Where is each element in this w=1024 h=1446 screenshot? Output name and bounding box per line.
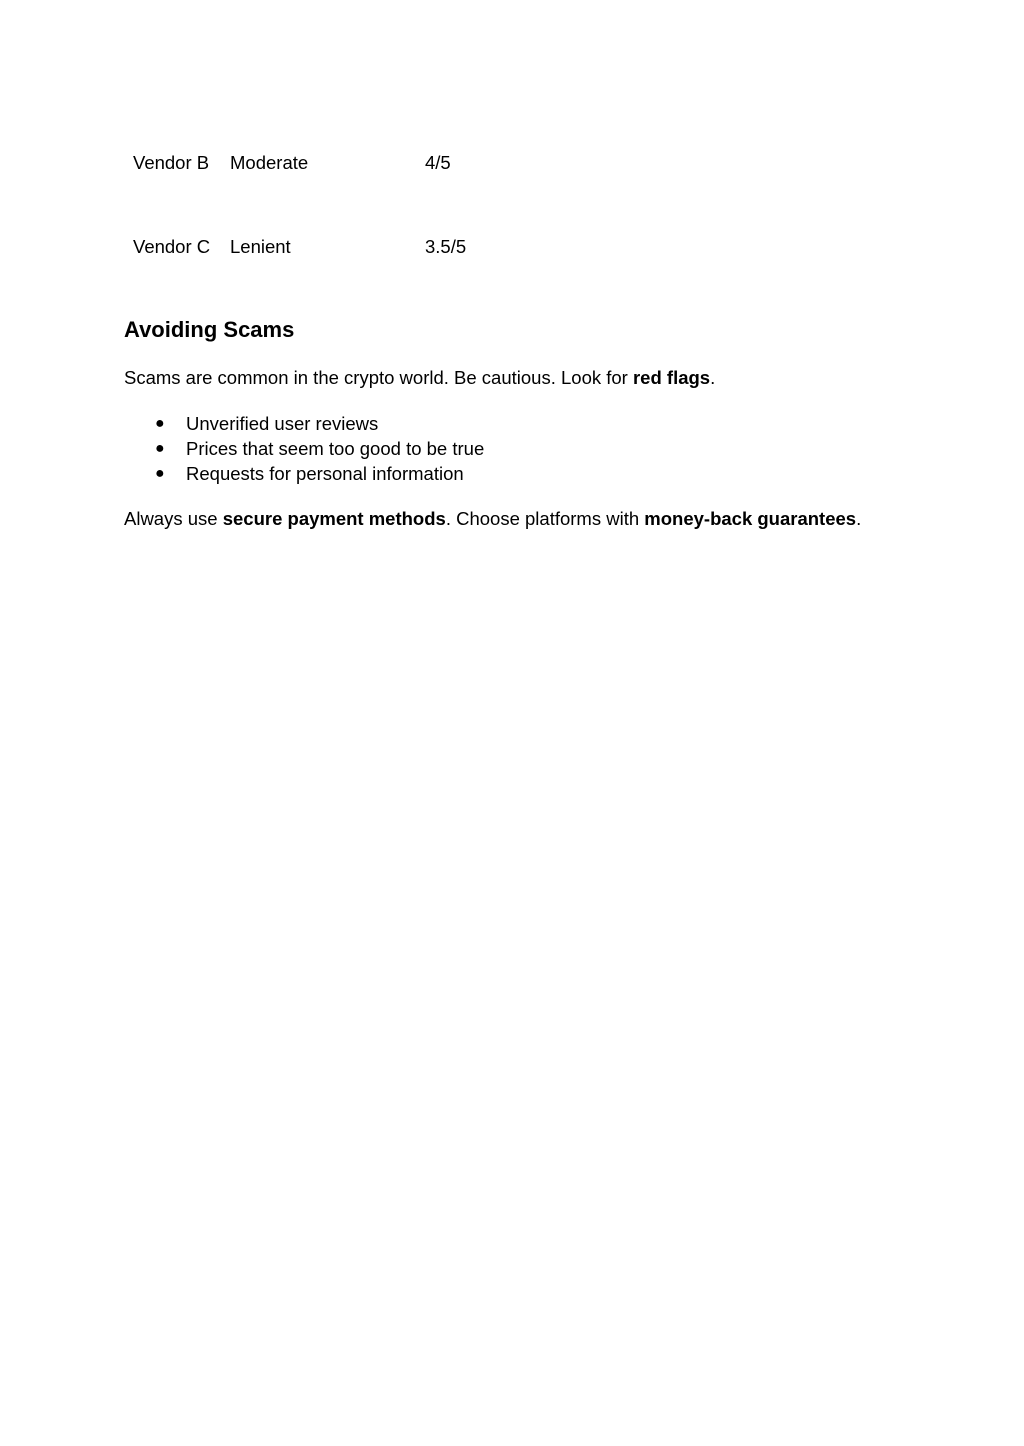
outro-text-2: . Choose platforms with [445,508,645,529]
intro-text: Scams are common in the crypto world. Be cautious. Look for [124,367,633,388]
bullet-icon: ● [155,465,165,482]
intro-end: . [710,367,716,388]
intro-paragraph [124,366,715,390]
list-item [124,436,484,461]
policy-cell: Lenient [230,236,291,257]
list-item [124,461,484,486]
rating-cell: 3.5/5 [425,236,467,257]
rating-cell: 4/5 [425,152,451,173]
vendor-table [124,140,545,308]
bullet-icon: ● [155,415,165,432]
table-row [124,224,545,308]
red-flags-list [124,411,484,486]
table-row [124,140,545,224]
policy-cell: Moderate [230,152,309,173]
vendor-name-cell: Vendor B [133,152,210,173]
outro-text-1: Always use [124,508,223,529]
vendor-name-cell: Vendor C [133,236,211,257]
list-item-text: Prices that seem too good to be true [186,438,485,459]
section-heading: Avoiding Scams [124,317,295,342]
list-item [124,411,484,436]
bullet-icon: ● [155,440,165,457]
intro-bold-text: red flags [632,367,711,388]
outro-end: . [856,508,862,529]
list-item-text: Unverified user reviews [186,413,379,434]
outro-bold-text-1: secure payment methods [222,508,446,529]
list-item-text: Requests for personal information [186,463,464,484]
outro-bold-text-2: money-back guarantees [644,508,857,529]
outro-paragraph [124,507,861,531]
